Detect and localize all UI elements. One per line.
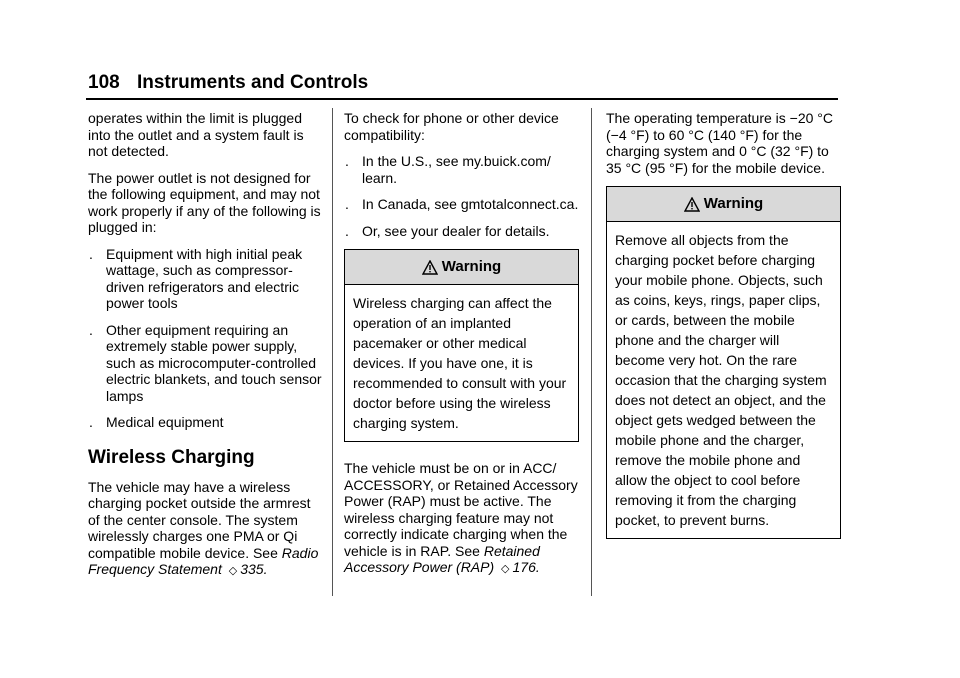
header-rule xyxy=(86,98,838,100)
page-number: 108 xyxy=(88,72,120,93)
list-item-text: Other equipment requiring an extremely stable power supply, such as microcomputer-controlled electric blankets, and touch sensor lamps xyxy=(106,321,322,404)
column-1 xyxy=(88,110,323,590)
bullet-marker: . xyxy=(89,245,93,262)
paragraph-text: The vehicle must be on or in ACC/ ACCESSORY, or Retained Accessory Power (RAP) must be active. The wireless charging feature may not correctly indicate charging when the vehicle is in RAP. See xyxy=(344,460,578,559)
paragraph: The operating temperature is −20 °C (−4 °F) to 60 °C (140 °F) for the charging system and 0 °C (32 °F) to 35 °C (95 °F) for the mobile device. xyxy=(606,110,834,176)
paragraph-text: The vehicle may have a wireless charging pocket outside the armrest of the center console. The system wirelessly charges one PMA or Qi compatible mobile device. See xyxy=(88,478,311,561)
bullet-marker: . xyxy=(89,321,93,338)
paragraph xyxy=(88,479,323,580)
column-3 xyxy=(606,110,841,557)
column-divider-2 xyxy=(591,108,592,596)
list-item xyxy=(88,246,323,312)
page-reference[interactable]: 335. xyxy=(240,561,268,577)
page-ref-arrow-icon: ◇ xyxy=(501,563,510,575)
page-ref-arrow-icon: ◇ xyxy=(228,565,238,577)
list-item xyxy=(88,414,323,431)
paragraph: operates within the limit is plugged into the outlet and a system fault is not detected. xyxy=(88,110,304,159)
warning-header xyxy=(607,187,840,222)
page-header xyxy=(88,72,368,94)
warning-title: Warning xyxy=(441,257,502,275)
warning-body: Remove all objects from the charging pocket before charging your mobile phone. Objects, such as coins, keys, rings, paper clips, or cards, between the mobile phone and the charger will become very hot. On the rare occasion that the charging system does not detect an object, and the object gets wedged between the mobile phone and the charger, remove the mobile phone and allow the object to cool before removing it from the charging pocket, to prevent burns. xyxy=(615,232,827,528)
paragraph: The power outlet is not designed for the following equipment, and may not work properly if any of the following is plugged in: xyxy=(88,169,321,235)
bullet-marker: . xyxy=(89,414,93,430)
list-item-text: Equipment with high initial peak wattage, such as compressor-driven refrigerators and electric power tools xyxy=(106,245,303,311)
bullet-marker: . xyxy=(345,153,349,169)
warning-box xyxy=(344,249,579,442)
list-item-text: In the U.S., see my.buick.com/ learn. xyxy=(362,153,551,186)
list-item xyxy=(344,153,579,186)
warning-header xyxy=(345,250,578,285)
column-divider-1 xyxy=(332,108,333,596)
warning-title: Warning xyxy=(703,194,764,212)
list-item-text: In Canada, see gmtotalconnect.ca. xyxy=(362,196,579,212)
warning-triangle-icon xyxy=(684,197,700,212)
cross-reference-link[interactable]: Retained Accessory Power (RAP) xyxy=(344,542,540,575)
warning-box xyxy=(606,186,841,539)
warning-body: Wireless charging can affect the operation of an implanted pacemaker or other medical devices. If you have one, it is recommended to consult with your doctor before using the wireless charging system. xyxy=(353,295,567,431)
warning-triangle-icon xyxy=(422,260,438,275)
bullet-marker: . xyxy=(345,196,349,212)
column-2 xyxy=(344,110,579,588)
bullet-marker: . xyxy=(345,222,349,239)
list-item-text: Or, see your dealer for details. xyxy=(362,222,550,239)
paragraph: To check for phone or other device compatibility: xyxy=(344,110,559,143)
list-item xyxy=(344,196,579,213)
list-item-text: Medical equipment xyxy=(106,414,224,430)
section-title: Instruments and Controls xyxy=(136,72,369,93)
list-item xyxy=(88,322,323,405)
list-item xyxy=(344,223,579,240)
page-reference[interactable]: 176. xyxy=(512,559,540,575)
section-heading: Wireless Charging xyxy=(88,446,255,468)
cross-reference-link[interactable]: Radio Frequency Statement xyxy=(88,544,319,577)
paragraph xyxy=(344,460,579,578)
